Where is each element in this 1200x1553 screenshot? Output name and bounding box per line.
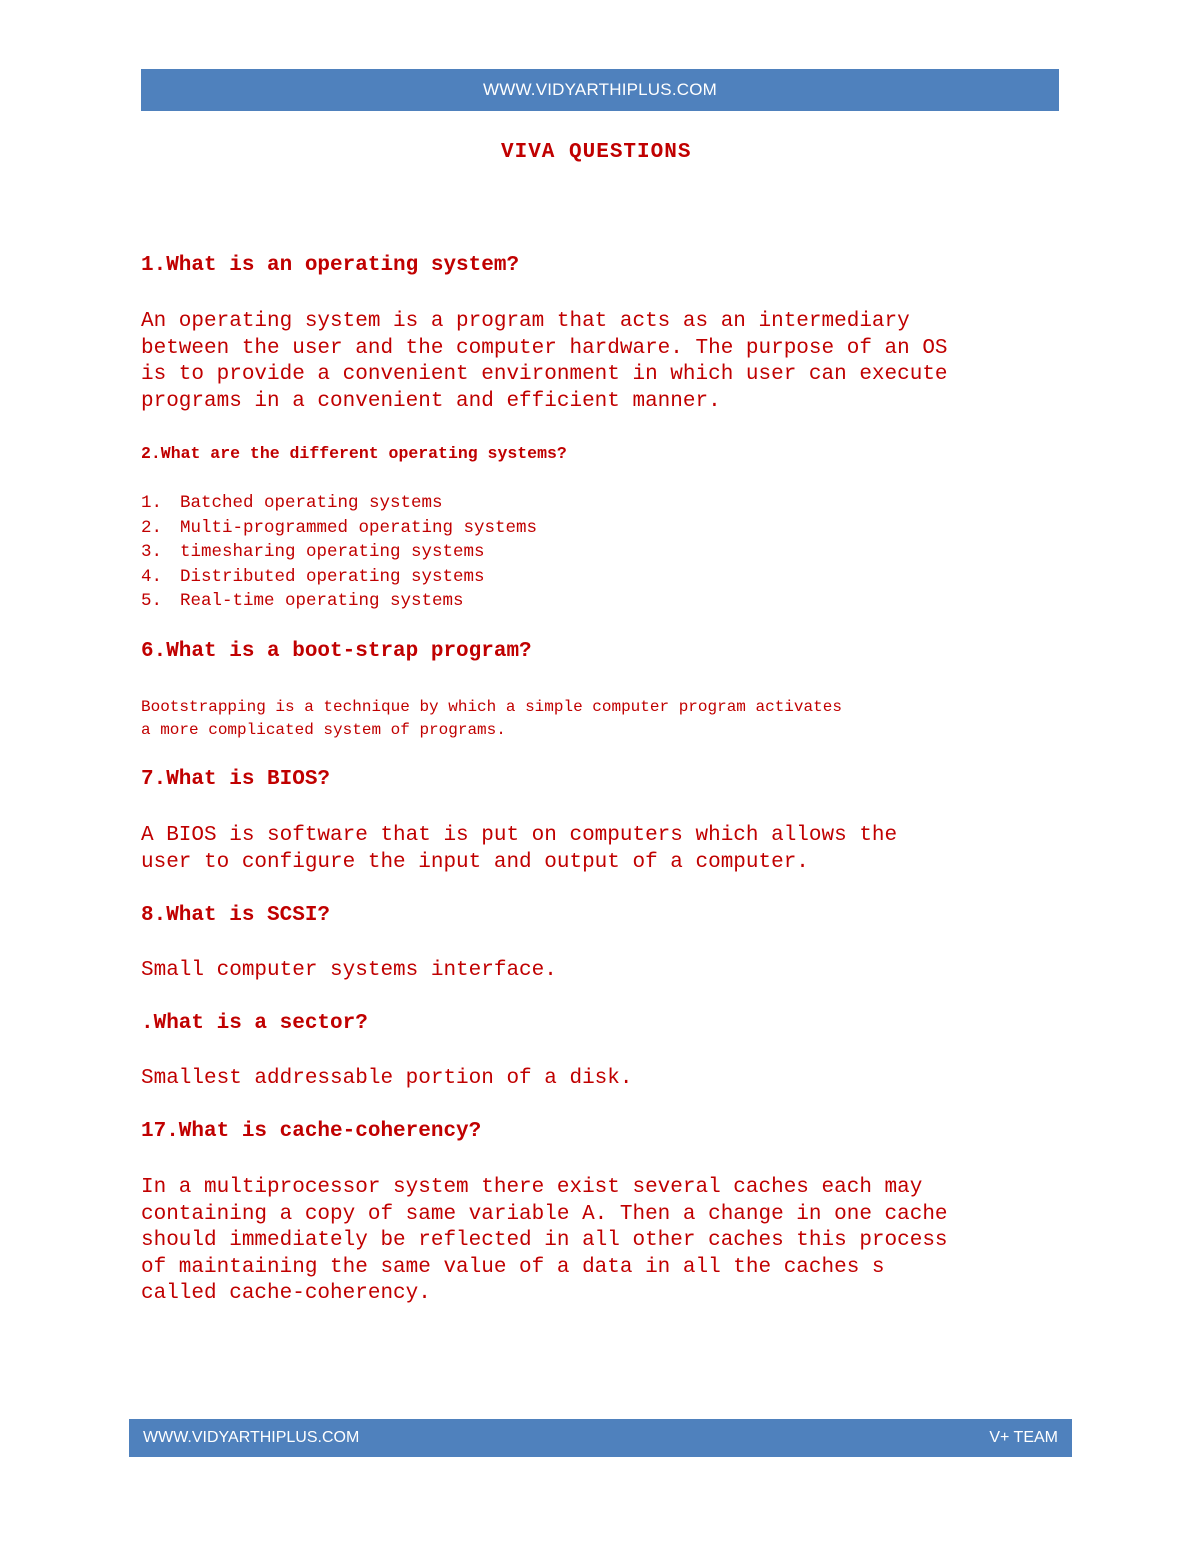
- page-header-bar: [141, 69, 1059, 111]
- question-heading: 6.What is a boot-strap program?: [141, 640, 532, 663]
- answer-line: In a multiprocessor system there exist several caches each may: [141, 1176, 923, 1199]
- list-item-number: 1.: [141, 493, 163, 513]
- answer-line: Small computer systems interface.: [141, 959, 557, 982]
- question-heading: 1.What is an operating system?: [141, 254, 520, 277]
- question-heading: .What is a sector?: [141, 1012, 368, 1035]
- answer-line: called cache-coherency.: [141, 1282, 431, 1306]
- answer-line: programs in a convenient and efficient manner.: [141, 389, 721, 413]
- answer-text: [141, 309, 948, 415]
- page-footer-bar: [129, 1419, 1072, 1457]
- list-item: [141, 589, 537, 614]
- answer-text: [141, 958, 557, 985]
- footer-site-text: WWW.VIDYARTHIPLUS.COM: [143, 1429, 360, 1446]
- list-item-number: 5.: [141, 591, 163, 611]
- answer-line: between the user and the computer hardware. The purpose of an OS: [141, 336, 948, 360]
- answer-line: Bootstrapping is a technique by which a simple computer program activates: [141, 698, 842, 716]
- list-item: [141, 516, 537, 541]
- answer-line: user to configure the input and output of a computer.: [141, 850, 809, 874]
- list-item-number: 2.: [141, 517, 163, 538]
- os-types-list: [141, 491, 537, 614]
- question-heading: 8.What is SCSI?: [141, 904, 331, 927]
- footer-team-text: V+ TEAM: [989, 1429, 1058, 1446]
- answer-line: An operating system is a program that acts as an intermediary: [141, 310, 910, 333]
- question-heading: 2.What are the different operating systems?: [141, 444, 567, 463]
- document-title: VIVA QUESTIONS: [501, 141, 692, 164]
- list-item: [141, 565, 537, 590]
- answer-text: [141, 823, 897, 876]
- list-item: [141, 491, 537, 516]
- answer-line: A BIOS is software that is put on computers which allows the: [141, 824, 898, 847]
- question-heading: 7.What is BIOS?: [141, 768, 331, 791]
- answer-text: [141, 696, 842, 742]
- list-item: [141, 540, 537, 565]
- answer-line: Smallest addressable portion of a disk.: [141, 1067, 633, 1090]
- list-item-text: Multi-programmed operating systems: [180, 517, 538, 538]
- list-item-text: Distributed operating systems: [180, 566, 485, 587]
- answer-text: [141, 1175, 948, 1308]
- question-heading: 17.What is cache-coherency?: [141, 1120, 482, 1143]
- answer-line: is to provide a convenient environment in which user can execute: [141, 363, 948, 387]
- answer-line: a more complicated system of programs.: [141, 721, 506, 739]
- answer-line: containing a copy of same variable A. Then a change in one cache: [141, 1202, 948, 1226]
- list-item-number: 4.: [141, 566, 163, 587]
- list-item-number: 3.: [141, 542, 163, 562]
- list-item-text: Batched operating systems: [180, 493, 443, 513]
- header-site-text: WWW.VIDYARTHIPLUS.COM: [482, 80, 718, 99]
- answer-text: [141, 1066, 632, 1093]
- list-item-text: timesharing operating systems: [180, 542, 485, 562]
- answer-line: of maintaining the same value of a data in all the caches s: [141, 1255, 885, 1279]
- list-item-text: Real-time operating systems: [180, 591, 464, 611]
- answer-line: should immediately be reflected in all other caches this process: [141, 1229, 948, 1253]
